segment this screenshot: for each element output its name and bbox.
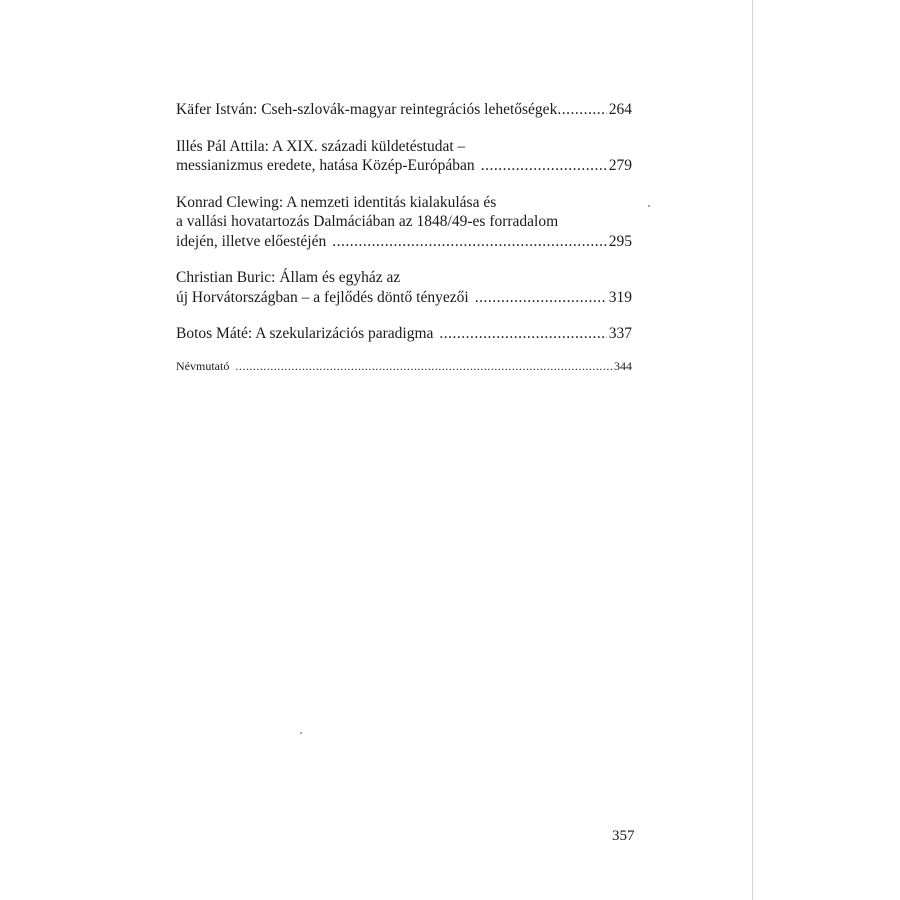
- toc-page-number: 319: [608, 288, 632, 306]
- toc-page-number: 337: [608, 325, 632, 342]
- toc-entry-index: [176, 359, 632, 374]
- table-of-contents: [176, 100, 632, 374]
- dot-leader: [439, 324, 606, 344]
- page-number: 357: [612, 828, 635, 844]
- dot-leader: [557, 100, 606, 120]
- toc-entry-title: új Horvátországban – a fejlődés döntő tényezői: [176, 288, 469, 306]
- toc-page-number: 295: [608, 232, 632, 250]
- toc-entry-kafer: [176, 100, 632, 120]
- toc-page-number: 264: [608, 101, 632, 118]
- dot-leader: [235, 359, 612, 374]
- toc-entry-line: [176, 232, 632, 252]
- scan-speck: [648, 205, 650, 207]
- toc-entry-title: Käfer István: Cseh-szlovák-magyar reintegrációs lehetőségek: [176, 101, 558, 118]
- page-edge-line: [752, 0, 753, 900]
- toc-page-number: 279: [608, 157, 632, 174]
- toc-entry-title: idején, illetve előestéjén: [176, 232, 327, 250]
- toc-entry-line: [176, 324, 632, 344]
- toc-entry-line: [176, 156, 632, 176]
- scan-speck: [300, 732, 302, 734]
- toc-entry-botos: [176, 324, 632, 344]
- toc-entry-title-line: Christian Buric: Állam és egyház az: [176, 269, 401, 286]
- toc-entry-line: [176, 100, 632, 120]
- toc-entry-title-line: Konrad Clewing: A nemzeti identitás kialakulása és: [176, 193, 497, 211]
- toc-entry-buric: [176, 268, 632, 307]
- toc-entry-line: [176, 288, 632, 308]
- toc-entry-title-line: Illés Pál Attila: A XIX. századi küldetéstudat –: [176, 137, 466, 155]
- toc-entry-line: [176, 359, 632, 374]
- dot-leader: [332, 232, 607, 252]
- dot-leader: [475, 288, 607, 308]
- toc-index-label: Névmutató: [176, 358, 230, 373]
- toc-entry-clewing: [176, 193, 632, 252]
- toc-entry-title: Botos Máté: A szekularizációs paradigma: [176, 325, 434, 342]
- toc-entry-title: messianizmus eredete, hatása Közép-Európában: [176, 157, 475, 174]
- dot-leader: [481, 156, 607, 176]
- toc-page-number: 344: [614, 358, 632, 373]
- toc-entry-title-line: a vallási hovatartozás Dalmáciában az 1848/49-es forradalom: [176, 213, 559, 230]
- toc-entry-illes: [176, 137, 632, 176]
